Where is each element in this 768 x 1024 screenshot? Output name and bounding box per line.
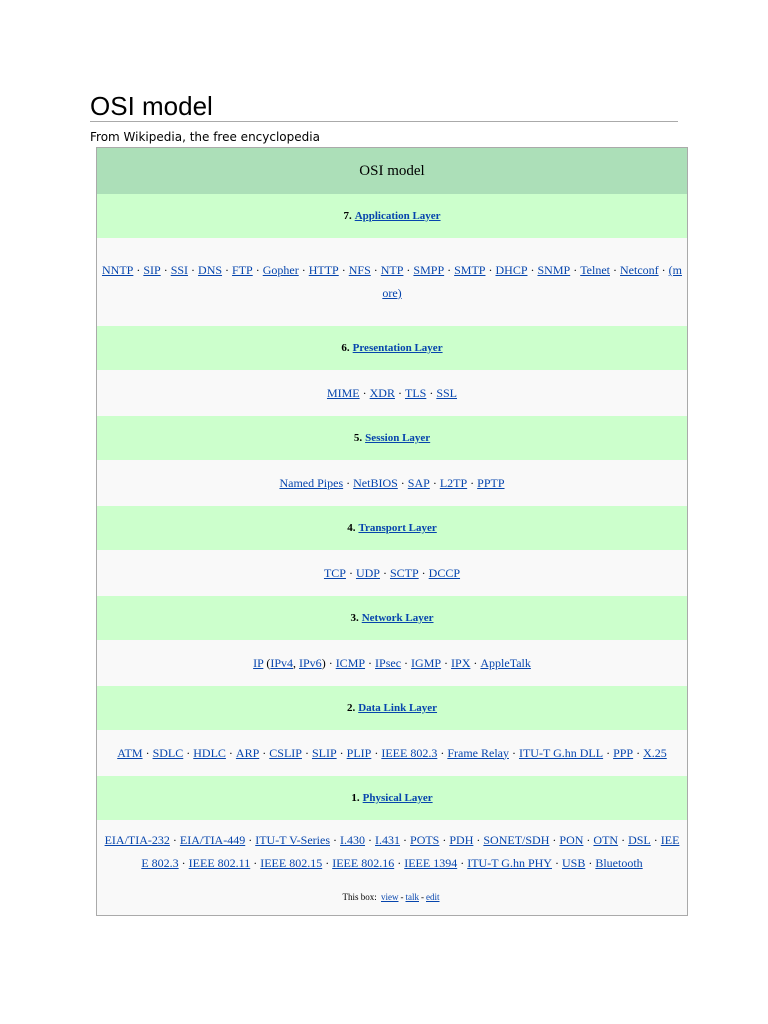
footer-talk-link[interactable]: talk bbox=[405, 892, 419, 902]
layer-number: 6. bbox=[341, 342, 350, 354]
protocol-link[interactable]: PON bbox=[559, 833, 584, 847]
separator: · bbox=[228, 745, 233, 760]
separator: · bbox=[440, 745, 445, 760]
separator: · bbox=[661, 263, 666, 277]
separator: · bbox=[301, 263, 306, 277]
separator: · bbox=[404, 655, 409, 670]
protocol-link[interactable]: USB bbox=[561, 856, 586, 870]
protocol-link[interactable]: SONET/SDH bbox=[483, 833, 550, 847]
protocol-link[interactable]: OTN bbox=[593, 833, 619, 847]
protocol-link-ipv4[interactable]: IPv4 bbox=[270, 655, 294, 670]
protocol-link[interactable]: Named Pipes bbox=[279, 475, 344, 490]
separator: · bbox=[403, 833, 408, 847]
page-title: OSI model bbox=[90, 91, 213, 121]
layer-4-protocols bbox=[97, 550, 687, 596]
separator: · bbox=[136, 263, 141, 277]
separator: · bbox=[400, 475, 405, 490]
protocol-link[interactable]: PPP bbox=[613, 745, 634, 760]
separator: · bbox=[225, 263, 230, 277]
layer-number: 1. bbox=[351, 792, 360, 804]
layer-5-header bbox=[97, 416, 687, 460]
separator: · bbox=[442, 833, 447, 847]
separator: · bbox=[341, 263, 346, 277]
protocol-link[interactable]: SNMP bbox=[537, 263, 571, 277]
separator: · bbox=[328, 655, 333, 670]
protocol-link[interactable]: NetBIOS bbox=[353, 475, 398, 490]
separator: · bbox=[429, 385, 434, 400]
footer-label: This box: bbox=[342, 892, 377, 902]
protocol-link[interactable]: ITU-T G.hn PHY bbox=[467, 856, 552, 870]
layer-3-header bbox=[97, 596, 687, 640]
protocol-link[interactable]: Gopher bbox=[262, 263, 299, 277]
protocol-link[interactable]: Frame Relay bbox=[447, 745, 509, 760]
protocol-list bbox=[97, 259, 687, 305]
separator: · bbox=[333, 833, 338, 847]
separator: · bbox=[552, 833, 557, 847]
protocol-link[interactable]: DNS bbox=[198, 263, 223, 277]
page-subtitle: From Wikipedia, the free encyclopedia bbox=[90, 130, 320, 144]
footer-dash: - bbox=[421, 892, 424, 902]
separator: · bbox=[636, 745, 641, 760]
layer-1-protocols bbox=[97, 820, 687, 884]
protocol-link[interactable]: IGMP bbox=[411, 655, 442, 670]
protocol-link[interactable]: ITU-T V-Series bbox=[255, 833, 331, 847]
protocol-link[interactable]: ICMP bbox=[335, 655, 366, 670]
protocol-link[interactable]: I.430 bbox=[340, 833, 366, 847]
separator: · bbox=[346, 475, 351, 490]
layer-number: 3. bbox=[350, 612, 359, 624]
protocol-link[interactable]: NFS bbox=[348, 263, 371, 277]
protocol-link[interactable]: FTP bbox=[232, 263, 253, 277]
separator: · bbox=[368, 655, 373, 670]
layer-1-header bbox=[97, 776, 687, 820]
layer-5-protocols bbox=[97, 460, 687, 506]
layer-number: 7. bbox=[343, 210, 352, 222]
protocol-link[interactable]: (more) bbox=[382, 263, 682, 300]
protocol-link[interactable]: SAP bbox=[407, 475, 430, 490]
navbox-title: OSI model bbox=[97, 148, 687, 194]
protocol-link[interactable]: IPX bbox=[451, 655, 471, 670]
osi-navbox bbox=[96, 147, 688, 916]
title-divider bbox=[90, 121, 678, 122]
separator: · bbox=[530, 263, 535, 277]
separator: · bbox=[588, 856, 593, 870]
layer-link-data-link[interactable]: Data Link Layer bbox=[358, 702, 438, 714]
protocol-link[interactable]: SLIP bbox=[311, 745, 337, 760]
separator: · bbox=[325, 856, 330, 870]
protocol-link[interactable]: L2TP bbox=[439, 475, 468, 490]
footer-view-link[interactable]: view bbox=[381, 892, 399, 902]
protocol-link[interactable]: IEEE 802.16 bbox=[332, 856, 395, 870]
separator: · bbox=[248, 833, 253, 847]
protocol-link[interactable]: UDP bbox=[355, 565, 380, 580]
layer-7-header bbox=[97, 194, 687, 238]
layer-link-transport[interactable]: Transport Layer bbox=[358, 522, 437, 534]
protocol-link[interactable]: PDH bbox=[449, 833, 474, 847]
separator: · bbox=[460, 856, 465, 870]
separator: · bbox=[145, 745, 150, 760]
protocol-link[interactable]: ATM bbox=[117, 745, 143, 760]
separator: · bbox=[362, 385, 367, 400]
separator: · bbox=[653, 833, 658, 847]
protocol-list bbox=[97, 829, 687, 875]
layer-number: 5. bbox=[353, 432, 363, 444]
separator: · bbox=[406, 263, 411, 277]
separator: · bbox=[374, 745, 379, 760]
protocol-link[interactable]: POTS bbox=[410, 833, 440, 847]
separator: · bbox=[255, 263, 260, 277]
protocol-link[interactable]: NTP bbox=[380, 263, 404, 277]
layer-2-protocols bbox=[97, 730, 687, 776]
protocol-list bbox=[113, 742, 671, 765]
layer-6-header bbox=[97, 326, 687, 370]
protocol-link[interactable]: DCCP bbox=[428, 565, 461, 580]
separator: · bbox=[163, 263, 168, 277]
layer-link-presentation[interactable]: Presentation Layer bbox=[352, 342, 443, 354]
protocol-link[interactable]: IEEE 802.11 bbox=[188, 856, 251, 870]
layer-link-physical[interactable]: Physical Layer bbox=[362, 792, 433, 804]
separator: · bbox=[421, 565, 426, 580]
protocol-link-ip[interactable]: IP bbox=[253, 655, 264, 670]
protocol-link[interactable]: SMTP bbox=[454, 263, 486, 277]
protocol-link[interactable]: X.25 bbox=[643, 745, 667, 760]
protocol-link[interactable]: Netconf bbox=[620, 263, 659, 277]
separator: · bbox=[488, 263, 493, 277]
separator: · bbox=[253, 856, 258, 870]
protocol-link[interactable]: IPsec bbox=[375, 655, 402, 670]
protocol-link[interactable]: EIA/TIA-449 bbox=[179, 833, 246, 847]
protocol-link[interactable]: TCP bbox=[323, 565, 346, 580]
protocol-link[interactable]: Telnet bbox=[580, 263, 610, 277]
paren-open: ( bbox=[263, 655, 271, 670]
protocol-link[interactable]: IEEE 802.3 bbox=[381, 745, 438, 760]
protocol-link[interactable]: PLIP bbox=[346, 745, 372, 760]
protocol-link[interactable]: DSL bbox=[628, 833, 651, 847]
protocol-link[interactable]: HDLC bbox=[193, 745, 226, 760]
protocol-list bbox=[320, 562, 464, 585]
protocol-link[interactable]: DHCP bbox=[495, 263, 528, 277]
protocol-link[interactable]: XDR bbox=[369, 385, 395, 400]
footer-dash: - bbox=[400, 892, 404, 902]
protocol-list bbox=[275, 472, 508, 495]
protocol-link[interactable]: CSLIP bbox=[269, 745, 302, 760]
protocol-link[interactable]: MIME bbox=[326, 385, 360, 400]
separator: · bbox=[382, 565, 387, 580]
separator: · bbox=[397, 856, 402, 870]
separator: · bbox=[368, 833, 373, 847]
separator: · bbox=[186, 745, 191, 760]
protocol-link[interactable]: I.431 bbox=[375, 833, 401, 847]
protocol-list bbox=[323, 382, 461, 405]
separator: · bbox=[432, 475, 437, 490]
protocol-link[interactable]: ARP bbox=[235, 745, 260, 760]
separator: · bbox=[447, 263, 452, 277]
layer-7-protocols bbox=[97, 238, 687, 326]
separator: · bbox=[606, 745, 611, 760]
separator: · bbox=[613, 263, 617, 277]
layer-4-header bbox=[97, 506, 687, 550]
separator: · bbox=[554, 856, 559, 870]
separator: · bbox=[476, 833, 481, 847]
protocol-link[interactable]: SIP bbox=[143, 263, 161, 277]
protocol-link[interactable]: PPTP bbox=[477, 475, 505, 490]
separator: · bbox=[621, 833, 626, 847]
protocol-link[interactable]: IEEE 802.15 bbox=[260, 856, 323, 870]
protocol-link-ipv6[interactable]: IPv6 bbox=[299, 655, 322, 670]
protocol-link[interactable]: SSI bbox=[170, 263, 189, 277]
separator: · bbox=[172, 833, 177, 847]
protocol-link[interactable]: NNTP bbox=[102, 263, 134, 277]
layer-3-protocols bbox=[97, 640, 687, 686]
separator: · bbox=[191, 263, 196, 277]
layer-link-session[interactable]: Session Layer bbox=[365, 432, 431, 444]
separator: · bbox=[586, 833, 591, 847]
separator: · bbox=[473, 655, 478, 670]
separator: · bbox=[373, 263, 378, 277]
protocol-link[interactable]: IEEE 802.3 bbox=[141, 833, 680, 870]
layer-2-header bbox=[97, 686, 687, 730]
protocol-link[interactable]: SSL bbox=[436, 385, 458, 400]
protocol-list bbox=[249, 652, 535, 675]
separator: · bbox=[470, 475, 475, 490]
separator: · bbox=[511, 745, 516, 760]
separator: · bbox=[348, 565, 353, 580]
layer-link-network[interactable]: Network Layer bbox=[361, 612, 434, 624]
layer-link-application[interactable]: Application Layer bbox=[354, 210, 441, 222]
layer-6-protocols bbox=[97, 370, 687, 416]
paren-close: ) bbox=[321, 655, 326, 670]
footer-edit-link[interactable]: edit bbox=[426, 892, 440, 902]
layer-number: 4. bbox=[347, 522, 356, 534]
protocol-list-rest bbox=[336, 656, 531, 670]
separator: · bbox=[397, 385, 402, 400]
protocol-link[interactable]: AppleTalk bbox=[480, 655, 531, 670]
protocol-link[interactable]: TLS bbox=[404, 385, 427, 400]
separator: · bbox=[573, 263, 578, 277]
protocol-link[interactable]: SCTP bbox=[389, 565, 419, 580]
navbox-footer bbox=[97, 886, 687, 908]
separator: · bbox=[181, 856, 186, 870]
separator: · bbox=[304, 745, 309, 760]
separator: · bbox=[339, 745, 344, 760]
protocol-link[interactable]: EIA/TIA-232 bbox=[104, 833, 170, 847]
protocol-link[interactable]: SDLC bbox=[152, 745, 184, 760]
protocol-link[interactable]: Bluetooth bbox=[595, 856, 643, 870]
separator: · bbox=[444, 655, 449, 670]
protocol-link[interactable]: SMPP bbox=[413, 263, 445, 277]
separator: · bbox=[262, 745, 267, 760]
protocol-link[interactable]: ITU-T G.hn DLL bbox=[518, 745, 604, 760]
comma: , bbox=[293, 655, 300, 670]
protocol-link[interactable]: HTTP bbox=[308, 263, 339, 277]
protocol-link[interactable]: IEEE 1394 bbox=[404, 856, 458, 870]
layer-number: 2. bbox=[346, 702, 356, 714]
